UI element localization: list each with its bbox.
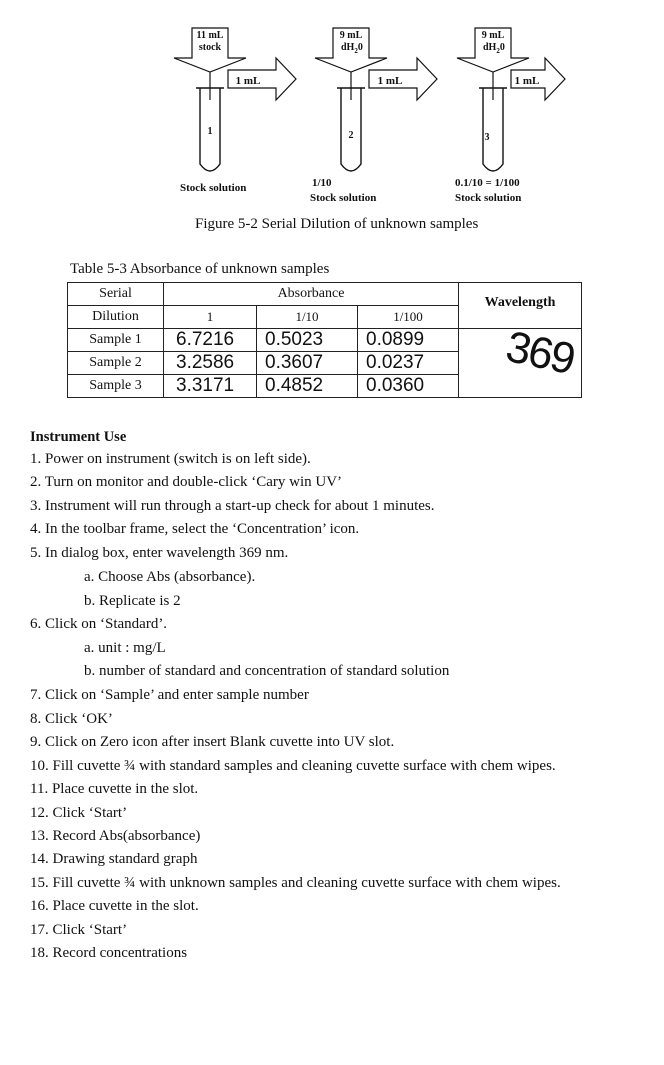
list-item: b. number of standard and concentration of standard solution	[84, 663, 450, 679]
list-item: 14. Drawing standard graph	[30, 851, 198, 867]
header-absorbance: Absorbance	[164, 283, 459, 306]
transfer-label-3: 1 mL	[514, 75, 540, 87]
tube-2-group	[310, 28, 387, 204]
row-label: Sample 3	[68, 375, 164, 398]
list-item: 10. Fill cuvette ¾ with standard samples and cleaning cuvette surface with chem wipes.	[30, 758, 556, 774]
table-row	[68, 329, 582, 352]
list-item: 17. Click ‘Start’	[30, 922, 128, 938]
tube-1-number: 1	[207, 126, 213, 137]
tube-3-group	[455, 28, 529, 204]
row-label: Sample 2	[68, 352, 164, 375]
tube-3-volume: 9 mL	[481, 30, 505, 41]
transfer-arrow-1	[228, 58, 296, 100]
instructions-title: Instrument Use	[30, 429, 127, 445]
list-item: 8. Click ‘OK’	[30, 711, 113, 727]
transfer-arrow-3	[511, 58, 565, 100]
serial-dilution-figure	[0, 0, 664, 215]
cell-value: 0.0360	[358, 375, 459, 398]
dilution-1: 1	[164, 306, 257, 329]
cell-value: 3.2586	[164, 352, 257, 375]
tube-2-ratio: 1/10	[312, 177, 332, 189]
cell-value: 0.3607	[257, 352, 358, 375]
list-item: 2. Turn on monitor and double-click ‘Cary win UV’	[30, 474, 343, 490]
list-item: 16. Place cuvette in the slot.	[30, 898, 199, 914]
cell-value: 0.0237	[358, 352, 459, 375]
test-tube-3-icon	[483, 88, 503, 171]
tube-2-label: $dH_20$	[341, 42, 363, 55]
list-item: 4. In the toolbar frame, select the ‘Concentration’ icon.	[30, 521, 360, 537]
cell-value: 3.3171	[164, 375, 257, 398]
tube-1-volume: 11 mL	[196, 30, 224, 41]
tube-2-volume: 9 mL	[339, 30, 363, 41]
dilution-1-10: 1/10	[257, 306, 358, 329]
list-item: 13. Record Abs(absorbance)	[30, 828, 201, 844]
tube-3-ratio: 0.1/10 = 1/100	[455, 177, 520, 189]
header-dilution: Dilution	[68, 306, 164, 329]
table-caption: Table 5-3 Absorbance of unknown samples	[70, 261, 330, 277]
list-item: 3. Instrument will run through a start-up check for about 1 minutes.	[30, 498, 435, 514]
header-serial: Serial	[68, 283, 164, 306]
transfer-label-1: 1 mL	[235, 75, 261, 87]
list-item: 11. Place cuvette in the slot.	[30, 781, 199, 797]
list-item: 6. Click on ‘Standard’.	[30, 616, 168, 632]
list-item: 12. Click ‘Start’	[30, 805, 128, 821]
row-label: Sample 1	[68, 329, 164, 352]
list-item: 7. Click on ‘Sample’ and enter sample number	[30, 687, 309, 703]
cell-value: 6.7216	[164, 329, 257, 352]
list-item: 5. In dialog box, enter wavelength 369 nm.	[30, 545, 289, 561]
handwritten-wavelength: 369	[501, 322, 578, 384]
tube-1-caption: Stock solution	[180, 182, 247, 194]
list-item: 15. Fill cuvette ¾ with unknown samples and cleaning cuvette surface with chem wipes.	[30, 875, 561, 891]
list-item: 1. Power on instrument (switch is on left side).	[30, 451, 311, 467]
absorbance-table	[67, 282, 582, 398]
figure-caption: Figure 5-2 Serial Dilution of unknown samples	[195, 216, 479, 232]
list-item: a. unit : mg/L	[84, 640, 166, 656]
header-wavelength: Wavelength	[459, 283, 582, 329]
tube-3-caption: Stock solution	[455, 192, 522, 204]
tube-2-number: 2	[348, 130, 354, 141]
tube-1-label: stock	[198, 42, 222, 53]
list-item: a. Choose Abs (absorbance).	[84, 569, 256, 585]
cell-value: 0.0899	[358, 329, 459, 352]
tube-3-label: $dH_20$	[483, 42, 505, 55]
cell-value: 0.4852	[257, 375, 358, 398]
dilution-1-100: 1/100	[358, 306, 459, 329]
table-header-row	[68, 283, 582, 306]
transfer-arrow-2	[369, 58, 437, 100]
tube-3-number: 3	[484, 132, 490, 143]
tube-1-group	[174, 28, 246, 194]
transfer-label-2: 1 mL	[377, 75, 403, 87]
list-item: 9. Click on Zero icon after insert Blank cuvette into UV slot.	[30, 734, 395, 750]
cell-value: 0.5023	[257, 329, 358, 352]
list-item: b. Replicate is 2	[84, 593, 181, 609]
list-item: 18. Record concentrations	[30, 945, 188, 961]
tube-2-caption: Stock solution	[310, 192, 377, 204]
